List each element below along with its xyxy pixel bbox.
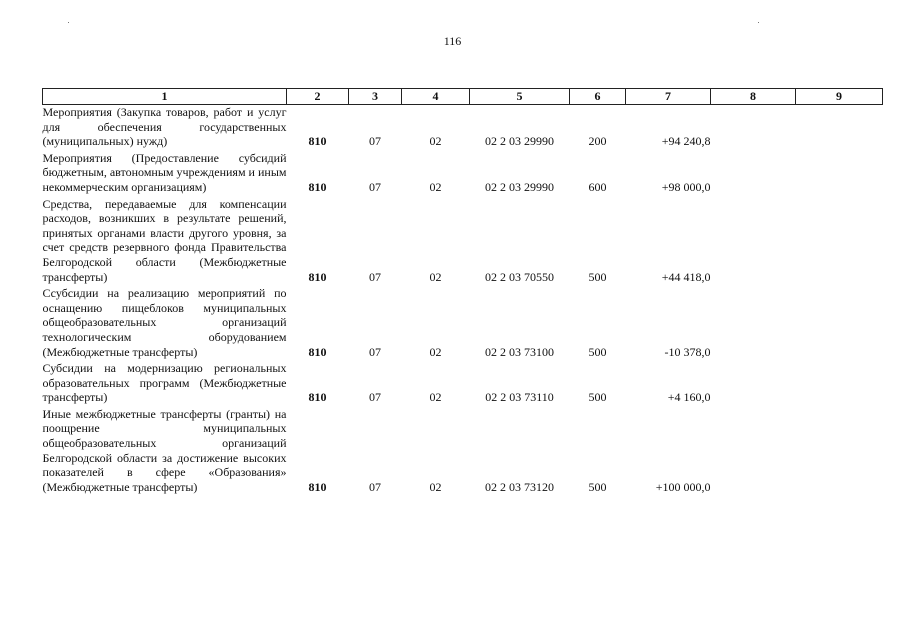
section-code: 07: [369, 269, 381, 284]
target-article: 02 2 03 73120: [485, 479, 554, 494]
table-row: [43, 105, 883, 151]
table-row: [43, 361, 883, 407]
empty-cell: [711, 361, 796, 407]
empty-cell: [796, 151, 883, 197]
empty-cell: [796, 361, 883, 407]
table-row: [43, 197, 883, 287]
amount: +4 160,0: [667, 390, 711, 405]
expense-type: 500: [588, 269, 607, 284]
column-header: 9: [796, 89, 883, 105]
target-article: 02 2 03 73100: [485, 344, 554, 359]
amount: +98 000,0: [661, 179, 711, 194]
ministry-code: 810: [308, 269, 327, 284]
section-code: 07: [369, 390, 381, 405]
subsection-code: 02: [429, 269, 442, 284]
empty-cell: [796, 407, 883, 497]
expense-name: Субсидии на модернизацию региональных образовательных программ (Межбюджетные трансферты): [42, 361, 287, 405]
column-header: 2: [287, 89, 349, 105]
subsection-code: 02: [429, 179, 442, 194]
table-header: [43, 89, 883, 105]
amount: +94 240,8: [661, 134, 711, 149]
empty-cell: [796, 197, 883, 287]
expense-name: Ссубсидии на реализацию мероприятий по оснащению пищеблоков муниципальных общеобразовательных организаций технологическим оборудованием (Межбюджетные трансферты): [42, 286, 287, 359]
empty-cell: [796, 286, 883, 361]
subsection-code: 02: [429, 479, 442, 494]
target-article: 02 2 03 70550: [485, 269, 554, 284]
table-row: [43, 286, 883, 361]
empty-cell: [711, 105, 796, 151]
scan-speck: [68, 22, 69, 23]
column-header: 6: [570, 89, 626, 105]
empty-cell: [711, 286, 796, 361]
amount: -10 378,0: [664, 344, 711, 359]
ministry-code: 810: [308, 179, 327, 194]
amount: +44 418,0: [661, 269, 711, 284]
column-header: 8: [711, 89, 796, 105]
expense-type: 200: [588, 134, 607, 149]
ministry-code: 810: [308, 344, 327, 359]
scan-speck: [758, 22, 759, 23]
column-header: 7: [626, 89, 711, 105]
subsection-code: 02: [429, 344, 442, 359]
empty-cell: [711, 407, 796, 497]
ministry-code: 810: [308, 390, 327, 405]
expense-name: Средства, передаваемые для компенсации расходов, возникших в результате решений, принятых органами власти другого уровня, за счет средств резервного фонда Правительства Белгородской области (Межбюджетные трансферты): [42, 196, 287, 284]
expense-type: 500: [588, 344, 607, 359]
section-code: 07: [369, 344, 381, 359]
column-header: 1: [43, 89, 287, 105]
target-article: 02 2 03 29990: [485, 179, 554, 194]
section-code: 07: [369, 179, 381, 194]
subsection-code: 02: [429, 134, 442, 149]
expense-name: Мероприятия (Закупка товаров, работ и услуг для обеспечения государственных (муниципальных) нужд): [42, 105, 287, 149]
target-article: 02 2 03 73110: [485, 390, 554, 405]
table-row: [43, 151, 883, 197]
budget-table: [42, 88, 883, 496]
subsection-code: 02: [429, 390, 442, 405]
expense-type: 500: [588, 390, 607, 405]
column-header: 5: [470, 89, 570, 105]
empty-cell: [711, 197, 796, 287]
ministry-code: 810: [308, 479, 327, 494]
empty-cell: [796, 105, 883, 151]
table-row: [43, 407, 883, 497]
expense-name: Мероприятия (Предоставление субсидий бюджетным, автономным учреждениям и иным некоммерческим организациям): [42, 150, 287, 194]
expense-type: 500: [588, 479, 607, 494]
section-code: 07: [369, 479, 381, 494]
column-header: 4: [402, 89, 470, 105]
column-header: 3: [349, 89, 402, 105]
ministry-code: 810: [308, 134, 327, 149]
target-article: 02 2 03 29990: [485, 134, 554, 149]
empty-cell: [711, 151, 796, 197]
expense-name: Иные межбюджетные трансферты (гранты) на поощрение муниципальных общеобразовательных организаций Белгородской области за достижение высоких показателей в сфере «Образования» (Межбюджетные трансферты): [42, 406, 287, 494]
page-number: 116: [443, 34, 462, 48]
expense-type: 600: [588, 179, 607, 194]
section-code: 07: [369, 134, 381, 149]
amount: +100 000,0: [655, 479, 711, 494]
